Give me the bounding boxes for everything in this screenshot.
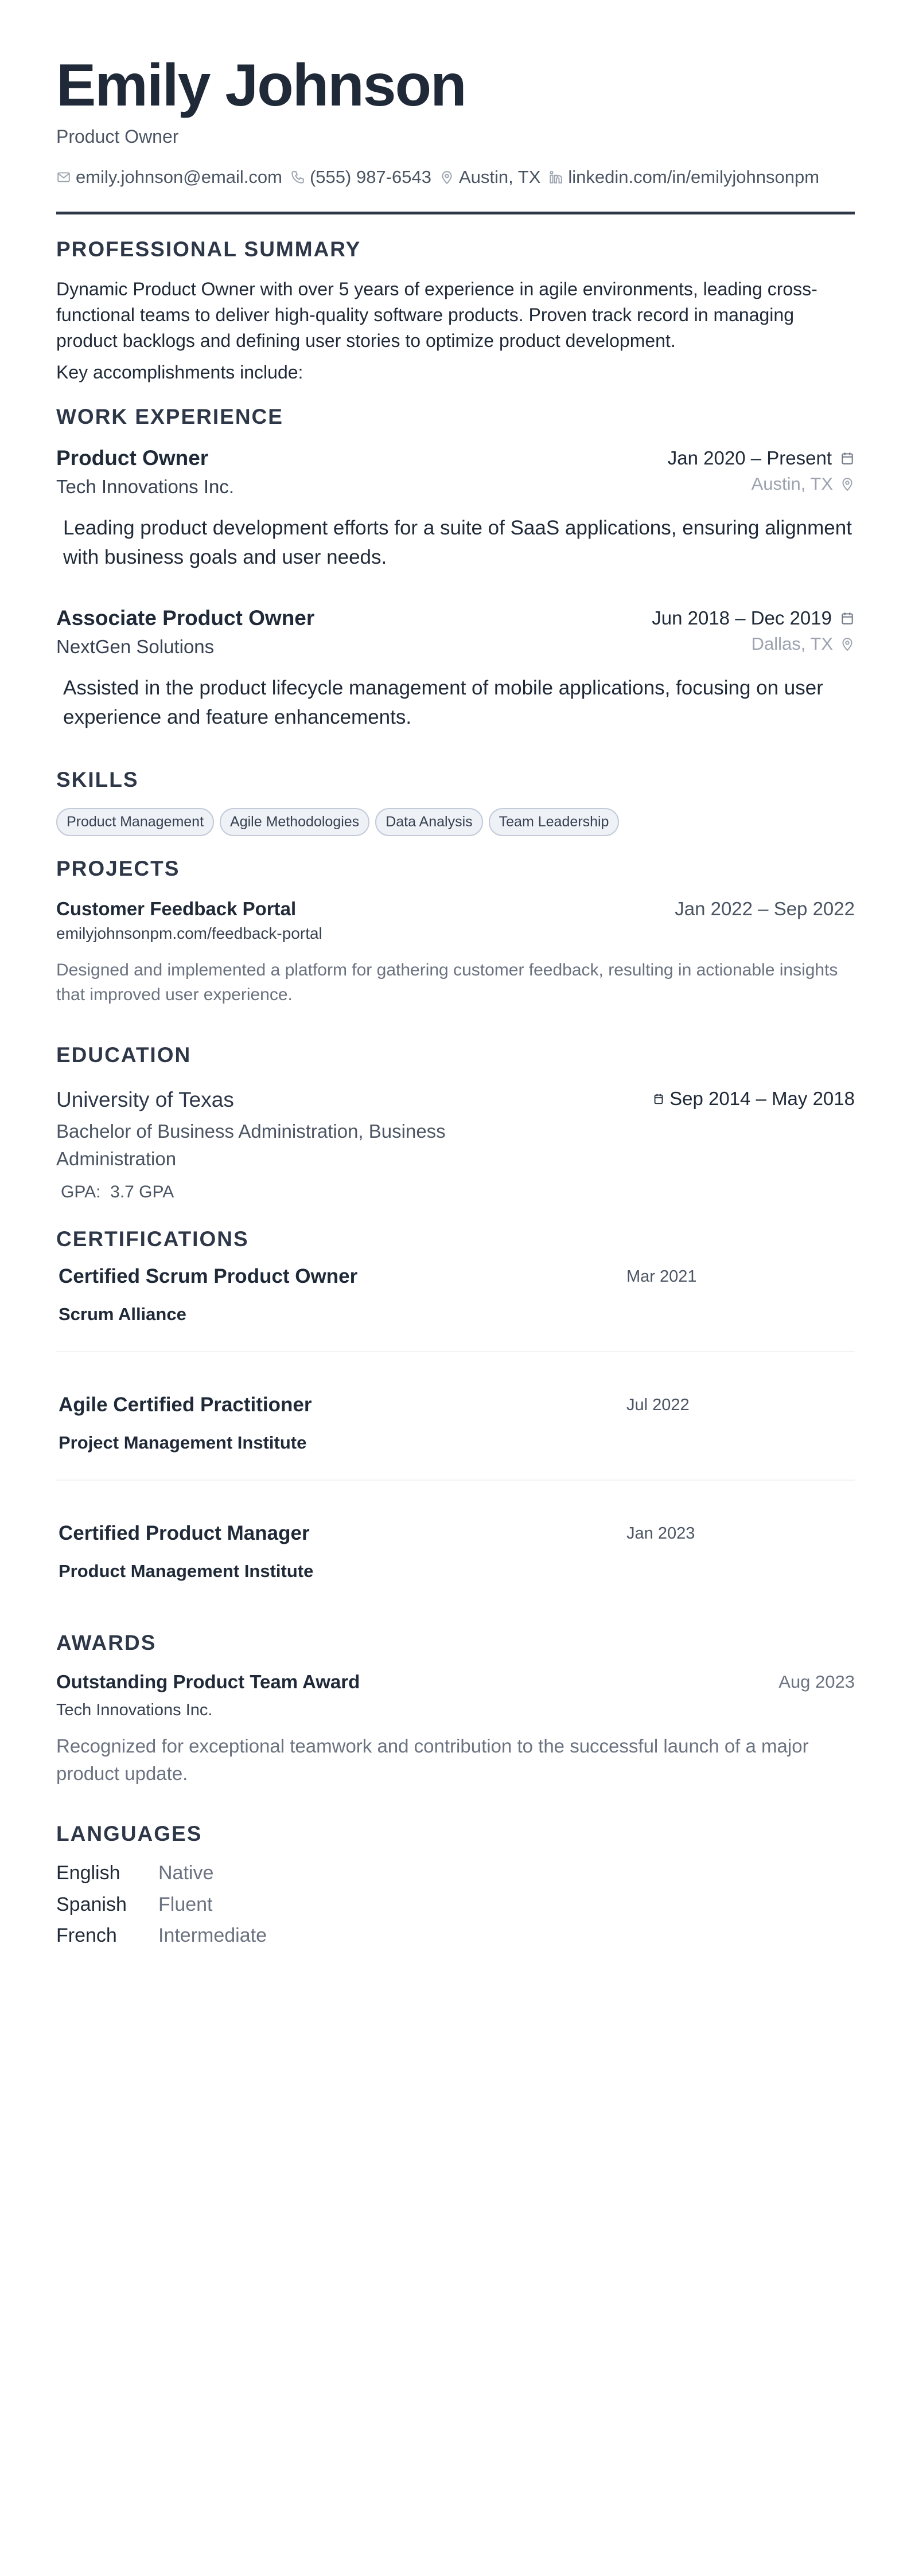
summary-text: Dynamic Product Owner with over 5 years of experience in agile environments, leading cross-functional teams to deliver high-quality software products. Proven track record in managing product backlogs and defining user stories to optimize product development. xyxy=(56,279,817,351)
skill-chip: Product Management xyxy=(56,808,214,836)
language-item xyxy=(56,1857,855,1888)
education-school: University of Texas xyxy=(56,1087,234,1111)
header-divider xyxy=(56,212,855,214)
award-date: Aug 2023 xyxy=(778,1672,855,1692)
job-location xyxy=(752,634,855,654)
calendar-icon xyxy=(840,451,855,466)
job-entry xyxy=(56,446,855,572)
education-dates xyxy=(652,1088,855,1110)
education-entry xyxy=(56,1088,855,1203)
contact-location-text: Austin, TX xyxy=(458,167,541,188)
job-description: Leading product development efforts for a suite of SaaS applications, ensuring alignment with business goals and user needs. xyxy=(63,516,852,568)
job-title: Associate Product Owner xyxy=(56,606,315,630)
project-description: Designed and implemented a platform for gathering customer feedback, resulting in actionable insights that improved user experience. xyxy=(56,960,838,1005)
job-location xyxy=(752,474,855,494)
skill-chip-list xyxy=(56,808,855,836)
contact-linkedin[interactable] xyxy=(548,167,819,188)
job-location-text: Dallas, TX xyxy=(751,634,833,654)
award-organization: Tech Innovations Inc. xyxy=(56,1701,213,1720)
awards-section xyxy=(56,1631,855,1787)
phone-icon xyxy=(290,170,305,185)
education-gpa xyxy=(56,1182,855,1202)
certification-date: Jan 2023 xyxy=(626,1524,695,1543)
education-section xyxy=(56,1043,855,1203)
job-company: NextGen Solutions xyxy=(56,636,215,658)
contact-location xyxy=(439,167,540,188)
section-heading: PROJECTS xyxy=(56,856,180,880)
map-pin-icon xyxy=(840,637,855,651)
job-entry xyxy=(56,606,855,732)
section-heading: EDUCATION xyxy=(56,1043,192,1067)
award-description: Recognized for exceptional teamwork and contribution to the successful launch of a major product update. xyxy=(56,1735,809,1785)
contact-phone-text: (555) 987-6543 xyxy=(309,167,431,188)
section-heading: CERTIFICATIONS xyxy=(56,1227,249,1251)
summary-section xyxy=(56,237,855,383)
education-dates-text: Sep 2014 – May 2018 xyxy=(669,1087,855,1109)
language-level: Fluent xyxy=(158,1893,213,1915)
linkedin-icon xyxy=(548,170,563,185)
language-name: English xyxy=(56,1862,120,1884)
calendar-icon xyxy=(652,1092,665,1105)
award-entry xyxy=(56,1671,855,1787)
language-list xyxy=(56,1857,855,1951)
candidate-name: Emily Johnson xyxy=(56,52,466,119)
candidate-title: Product Owner xyxy=(56,126,179,147)
certification-name: Certified Scrum Product Owner xyxy=(59,1265,358,1288)
gpa-label: GPA: xyxy=(61,1182,101,1202)
certification-name: Certified Product Manager xyxy=(59,1522,310,1545)
language-item xyxy=(56,1889,855,1920)
section-heading: SKILLS xyxy=(56,767,139,791)
certification-entry xyxy=(56,1480,855,1608)
job-dates xyxy=(668,447,855,469)
certification-issuer: Project Management Institute xyxy=(59,1433,307,1453)
education-degree: Bachelor of Business Administration, Business Administration xyxy=(56,1120,446,1169)
certifications-section xyxy=(56,1227,855,1608)
language-name: French xyxy=(56,1924,117,1946)
mail-icon xyxy=(56,170,71,185)
job-dates-text: Jun 2018 – Dec 2019 xyxy=(652,607,832,629)
project-entry xyxy=(56,898,855,1008)
map-pin-icon xyxy=(840,477,855,491)
job-company: Tech Innovations Inc. xyxy=(56,475,235,497)
contact-email-text: emily.johnson@email.com xyxy=(76,167,282,188)
certification-date: Mar 2021 xyxy=(626,1267,697,1286)
certification-name: Agile Certified Practitioner xyxy=(59,1394,312,1416)
project-dates: Jan 2022 – Sep 2022 xyxy=(675,897,855,919)
certification-entry xyxy=(56,1351,855,1480)
project-link[interactable]: emilyjohnsonpm.com/feedback-portal xyxy=(56,924,322,942)
map-pin-icon xyxy=(439,170,454,185)
section-heading: LANGUAGES xyxy=(56,1822,203,1846)
contact-email[interactable] xyxy=(56,167,282,188)
job-dates xyxy=(652,607,855,629)
section-heading: WORK EXPERIENCE xyxy=(56,404,283,428)
skills-section xyxy=(56,768,855,836)
certification-issuer: Scrum Alliance xyxy=(59,1304,186,1325)
resume-header xyxy=(56,53,855,214)
summary-extra: Key accomplishments include: xyxy=(56,361,303,383)
calendar-icon xyxy=(840,611,855,626)
skill-chip: Team Leadership xyxy=(489,808,620,836)
section-heading: PROFESSIONAL SUMMARY xyxy=(56,237,361,261)
contact-linkedin-text: linkedin.com/in/emilyjohnsonpm xyxy=(568,167,820,188)
gpa-value: 3.7 GPA xyxy=(110,1182,174,1202)
language-level: Intermediate xyxy=(158,1924,267,1946)
job-location-text: Austin, TX xyxy=(751,473,833,494)
projects-section xyxy=(56,857,855,1008)
section-heading: AWARDS xyxy=(56,1631,157,1655)
languages-section xyxy=(56,1822,855,1951)
contact-row xyxy=(56,167,855,188)
job-dates-text: Jan 2020 – Present xyxy=(667,447,832,469)
contact-phone[interactable] xyxy=(290,167,431,188)
skill-chip: Data Analysis xyxy=(375,808,482,836)
skill-chip: Agile Methodologies xyxy=(220,808,369,836)
language-name: Spanish xyxy=(56,1893,127,1915)
award-title: Outstanding Product Team Award xyxy=(56,1671,360,1693)
project-title: Customer Feedback Portal xyxy=(56,897,297,919)
language-level: Native xyxy=(158,1862,214,1884)
certification-date: Jul 2022 xyxy=(626,1396,690,1415)
experience-section xyxy=(56,405,855,732)
language-item xyxy=(56,1920,855,1951)
job-description: Assisted in the product lifecycle management of mobile applications, focusing on user experience and feature enhancements. xyxy=(63,677,823,729)
job-title: Product Owner xyxy=(56,446,209,470)
certification-issuer: Product Management Institute xyxy=(59,1561,314,1582)
certification-entry xyxy=(56,1251,855,1351)
